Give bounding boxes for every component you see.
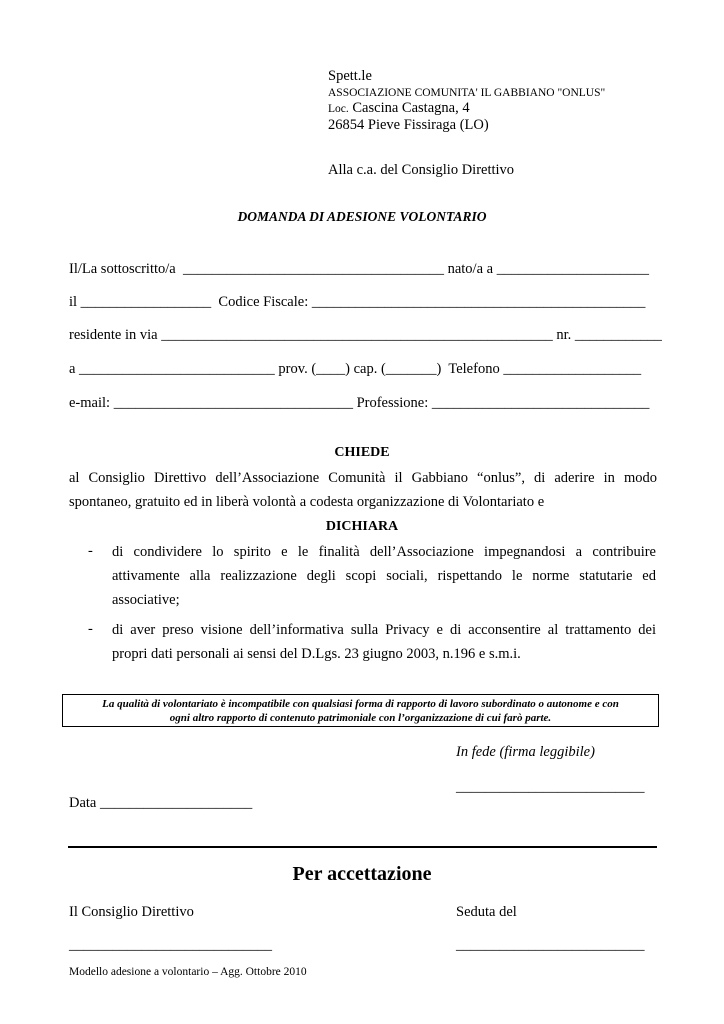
field-city-phone[interactable]: a ___________________________ prov. (____) cap. (_______) Telefono ___________________ <box>69 361 642 377</box>
dichiara-item-1-line-3: associative; <box>112 592 180 608</box>
loc-prefix: Loc. <box>328 103 349 115</box>
signature-line[interactable]: __________________________ <box>456 779 645 795</box>
dichiara-item-1-line-2: attivamente alla realizzazione degli scopi sociali, rispettando le norme statutarie ed <box>112 568 656 584</box>
field-email-profession[interactable]: e-mail: _________________________________ Professione: ______________________________ <box>69 395 650 411</box>
volunteer-notice-box <box>62 694 659 727</box>
field-address[interactable]: residente in via ______________________________________________________ nr. ____________ <box>69 327 662 343</box>
chiede-text <box>69 466 657 514</box>
dichiara-item-1-line-1: di condividere lo spirito e le finalità dell’Associazione impegnandosi a contribuire <box>112 544 656 560</box>
footer-note: Modello adesione a volontario – Agg. Ottobre 2010 <box>69 966 307 978</box>
bullet-dash: - <box>88 543 93 559</box>
board-signature-line[interactable]: ____________________________ <box>69 937 272 953</box>
section-divider <box>68 846 657 848</box>
acceptance-heading: Per accettazione <box>292 863 432 885</box>
date-field[interactable]: Data _____________________ <box>69 795 253 811</box>
recipient-address <box>328 100 470 117</box>
dichiara-item-2-line-2: propri dati personali ai sensi del D.Lgs. 23 giugno 2003, n.196 e s.m.i. <box>112 646 521 662</box>
chiede-line-2: spontaneo, gratuito ed in liberà volontà a codesta organizzazione di Volontariato e <box>69 494 545 510</box>
recipient-city: 26854 Pieve Fissiraga (LO) <box>328 117 489 133</box>
bullet-dash: - <box>88 621 93 637</box>
session-label: Seduta del <box>456 904 517 920</box>
document-title: DOMANDA DI ADESIONE VOLONTARIO <box>237 209 487 224</box>
notice-line-2: ogni altro rapporto di contenuto patrimoniale con l’organizzazione di cui farò parte. <box>169 712 552 724</box>
dichiara-item-2 <box>112 618 656 666</box>
signature-label: In fede (firma leggibile) <box>456 744 595 760</box>
recipient-street: Cascina Castagna, 4 <box>352 100 470 116</box>
chiede-line-1: al Consiglio Direttivo dell’Associazione Comunità il Gabbiano “onlus”, di aderire in modo <box>69 470 657 486</box>
dichiara-heading: DICHIARA <box>325 519 399 534</box>
field-name-birthplace[interactable]: Il/La sottoscritto/a ____________________________________ nato/a a _____________________ <box>69 261 649 277</box>
recipient-salutation: Spett.le <box>328 68 372 84</box>
board-label: Il Consiglio Direttivo <box>69 904 194 920</box>
notice-line-1: La qualità di volontariato è incompatibile con qualsiasi forma di rapporto di lavoro subordinato o autonome e con <box>102 698 619 710</box>
field-birthdate-fiscal-code[interactable]: il __________________ Codice Fiscale: ______________________________________________ <box>69 294 646 310</box>
dichiara-item-2-line-1: di aver preso visione dell’informativa sulla Privacy e di acconsentire al trattamento dei <box>112 622 656 638</box>
recipient-attention: Alla c.a. del Consiglio Direttivo <box>328 162 515 178</box>
chiede-heading: CHIEDE <box>334 445 390 460</box>
recipient-organization: ASSOCIAZIONE COMUNITA' IL GABBIANO "ONLUS" <box>328 87 606 99</box>
session-date-line[interactable]: __________________________ <box>456 937 645 953</box>
dichiara-item-1 <box>112 540 656 612</box>
